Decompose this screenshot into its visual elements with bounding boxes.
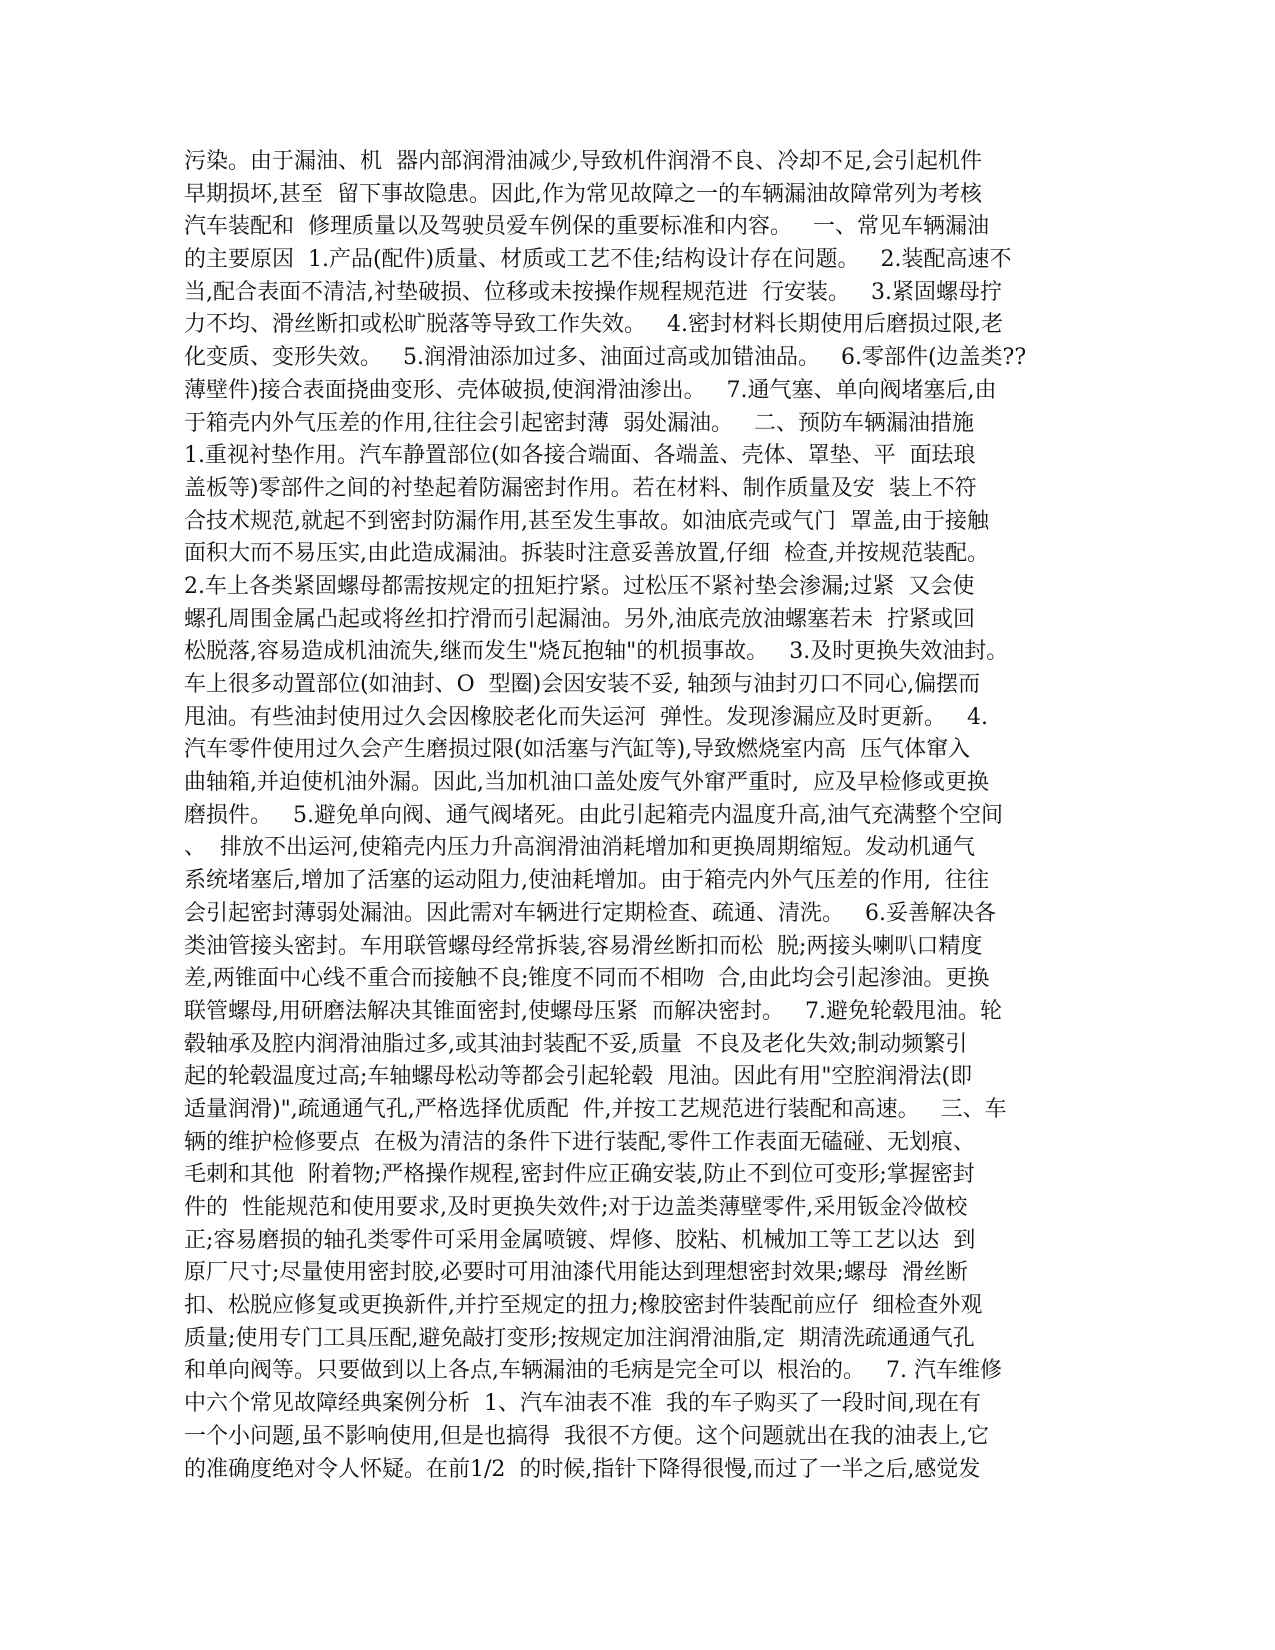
text-line: 松脱落,容易造成机油流失,继而发生"烧瓦抱轴"的机损事故。 3.及时更换失效油封。 (184, 639, 1009, 665)
text-line: 辆的维护检修要点 在极为清洁的条件下进行装配,零件工作表面无磕碰、无划痕、 (184, 1129, 975, 1155)
text-line: 车上很多动置部位(如油封、O 型圈)会因安装不妥, 轴颈与油封刃口不同心,偏摆而 (184, 672, 981, 697)
text-line: 毂轴承及腔内润滑油脂过多,或其油封装配不妥,质量 不良及老化失效;制动频繁引 (184, 1031, 968, 1057)
text-line: 类油管接头密封。车用联管螺母经常拆装,容易滑丝断扣而松 脱;两接头喇叭口精度 (184, 933, 983, 959)
text-line: 的准确度绝对令人怀疑。在前1/2 的时候,指针下降得很慢,而过了一半之后,感觉发 (184, 1456, 981, 1482)
text-line: 差,两锥面中心线不重合而接触不良;锥度不同而不相吻 合,由此均会引起渗油。更换 (184, 966, 990, 992)
text-line: 汽车零件使用过久会产生磨损过限(如活塞与汽缸等),导致燃烧室内高 压气体窜入 (184, 737, 971, 763)
text-line: 污染。由于漏油、机 器内部润滑油减少,导致机件润滑不良、冷却不足,会引起机件 (184, 149, 982, 174)
body-text (184, 146, 1084, 1486)
text-line: 会引起密封薄弱处漏油。因此需对车辆进行定期检查、疏通、清洗。 6.妥善解决各 (184, 900, 996, 926)
text-line: 质量;使用专门工具压配,避免敲打变形;按规定加注润滑油脂,定 期清洗疏通通气孔 (184, 1325, 975, 1351)
text-line: 2.车上各类紧固螺母都需按规定的扭矩拧紧。过松压不紧衬垫会渗漏;过紧 又会使 (184, 573, 975, 599)
text-line: 扣、松脱应修复或更换新件,并拧至规定的扭力;橡胶密封件装配前应仔 细检查外观 (184, 1293, 983, 1319)
text-line: 薄壁件)接合表面挠曲变形、壳体破损,使润滑油渗出。 7.通气塞、单向阀堵塞后,由 (184, 377, 997, 403)
text-line: 和单向阀等。只要做到以上各点,车辆漏油的毛病是完全可以 根治的。 7. 汽车维修 (184, 1358, 1002, 1384)
text-line: 中六个常见故障经典案例分析 1、汽车油表不准 我的车子购买了一段时间,现在有 (184, 1391, 981, 1417)
text-line: 联管螺母,用研磨法解决其锥面密封,使螺母压紧 而解决密封。 7.避免轮毂甩油。轮 (184, 998, 1002, 1024)
text-line: 一个小问题,虽不影响使用,但是也搞得 我很不方便。这个问题就出在我的油表上,它 (184, 1423, 989, 1449)
text-line: 甩油。有些油封使用过久会因橡胶老化而失运河 弹性。发现渗漏应及时更新。 4. (184, 704, 988, 730)
text-line: 于箱壳内外气压差的作用,往往会引起密封薄 弱处漏油。 二、预防车辆漏油措施 (184, 410, 974, 436)
text-line: 起的轮毂温度过高;车轴螺母松动等都会引起轮毂 甩油。因此有用"空腔润滑法(即 (184, 1064, 973, 1090)
text-line: 1.重视衬垫作用。汽车静置部位(如各接合端面、各端盖、壳体、罩垫、平 面珐琅 (184, 443, 976, 469)
text-line: 、 排放不出运河,使箱壳内压力升高润滑油消耗增加和更换周期缩短。发动机通气 (184, 835, 975, 861)
text-line: 曲轴箱,并迫使机油外漏。因此,当加机油口盖处废气外窜严重时, 应及早检修或更换 (184, 770, 989, 796)
text-line: 适量润滑)",疏通通气孔,严格选择优质配 件,并按工艺规范进行装配和高速。 三、车 (184, 1096, 1007, 1122)
text-line: 正;容易磨损的轴孔类零件可采用金属喷镀、焊修、胶粘、机械加工等工艺以达 到 (184, 1227, 976, 1253)
text-line: 化变质、变形失效。 5.润滑油添加过多、油面过高或加错油品。 6.零部件(边盖类?? (184, 345, 1027, 371)
text-line: 系统堵塞后,增加了活塞的运动阻力,使油耗增加。由于箱壳内外气压差的作用, 往往 (184, 868, 989, 894)
text-line: 螺孔周围金属凸起或将丝扣拧滑而引起漏油。另外,油底壳放油螺塞若未 拧紧或回 (184, 606, 975, 632)
text-line: 合技术规范,就起不到密封防漏作用,甚至发生事故。如油底壳或气门 罩盖,由于接触 (184, 508, 989, 534)
text-line: 早期损坏,甚至 留下事故隐患。因此,作为常见故障之一的车辆漏油故障常列为考核 (184, 181, 982, 207)
text-line: 毛刺和其他 附着物;严格操作规程,密封件应正确安装,防止不到位可变形;掌握密封 (184, 1162, 975, 1188)
text-line: 件的 性能规范和使用要求,及时更换失效件;对于边盖类薄壁零件,采用钣金冷做校 (184, 1195, 968, 1220)
text-line: 当,配合表面不清洁,衬垫破损、位移或未按操作规程规范进 行安装。 3.紧固螺母拧 (184, 279, 1002, 305)
text-line: 面积大而不易压实,由此造成漏油。拆装时注意妥善放置,仔细 检查,并按规范装配。 (184, 541, 989, 567)
text-line: 的主要原因 1.产品(配件)质量、材质或工艺不佳;结构设计存在问题。 2.装配高速不 (184, 247, 1012, 273)
text-line: 磨损件。 5.避免单向阀、通气阀堵死。由此引起箱壳内温度升高,油气充满整个空间 (184, 802, 1003, 828)
text-line: 汽车装配和 修理质量以及驾驶员爱车例保的重要标准和内容。 一、常见车辆漏油 (184, 214, 989, 240)
text-line: 原厂尺寸;尽量使用密封胶,必要时可用油漆代用能达到理想密封效果;螺母 滑丝断 (184, 1260, 968, 1286)
text-line: 盖板等)零部件之间的衬垫起着防漏密封作用。若在材料、制作质量及安 装上不符 (184, 475, 977, 501)
text-line: 力不均、滑丝断扣或松旷脱落等导致工作失效。 4.密封材料长期使用后磨损过限,老 (184, 312, 1003, 338)
